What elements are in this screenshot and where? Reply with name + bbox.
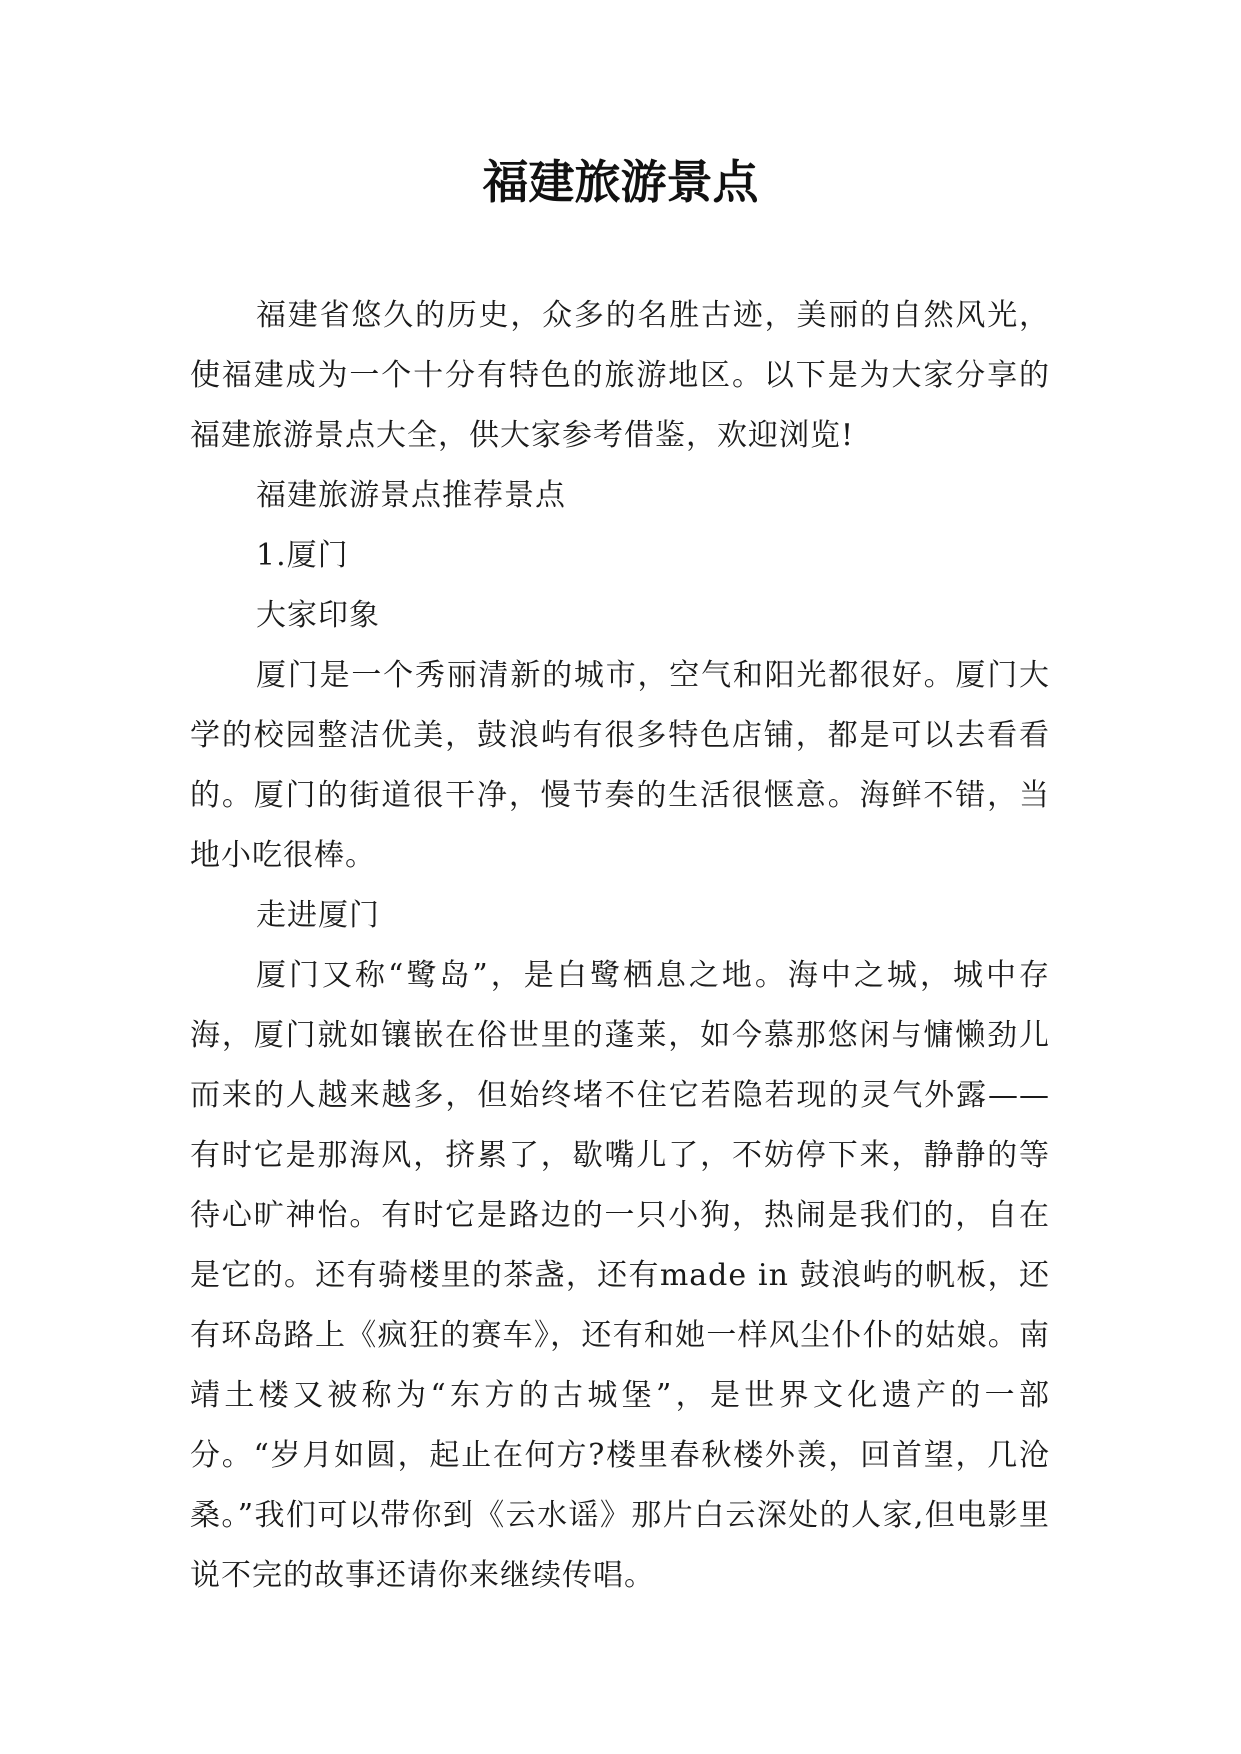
document-title: 福建旅游景点 xyxy=(482,155,759,209)
intro-paragraph: 福建省悠久的历史，众多的名胜古迹，美丽的自然风光，使福建成为一个十分有特色的旅游地区。以下是为大家分享的福建旅游景点大全，供大家参考借鉴，欢迎浏览! xyxy=(190,298,1050,453)
impression-paragraph: 厦门是一个秀丽清新的城市，空气和阳光都很好。厦门大学的校园整洁优美，鼓浪屿有很多特色店铺，都是可以去看看的。厦门的街道很干净，慢节奏的生活很惬意。海鲜不错，当地小吃很棒。 xyxy=(190,658,1050,873)
subheading-impression: 大家印象 xyxy=(256,598,380,633)
xiamen-description-paragraph: 厦门又称“鹭岛”，是白鹭栖息之地。海中之城，城中存海，厦门就如镶嵌在俗世里的蓬莱，如今慕那悠闲与慵懒劲儿而来的人越来越多，但始终堵不住它若隐若现的灵气外露——有时它是那海风，挤累了，歇嘴儿了，不妨停下来，静静的等待心旷神怡。有时它是路边的一只小狗，热闹是我们的，自在是它的。还有骑楼里的茶盏，还有made in 鼓浪屿的帆板，还有环岛路上《疯狂的赛车》，还有和她一样风尘仆仆的姑娘。南靖土楼又被称为“东方的古城堡”，是世界文化遗产的一部分。“岁月如圆，起止在何方?楼里春秋楼外羡，回首望，几沧桑。”我们可以带你到《云水谣》那片白云深处的人家,但电影里说不完的故事还请你来继续传唱。 xyxy=(190,958,1050,1593)
section-heading-recommended: 福建旅游景点推荐景点 xyxy=(256,478,566,513)
subheading-enter-xiamen: 走进厦门 xyxy=(256,898,380,933)
item-heading-xiamen: 1.厦门 xyxy=(256,538,349,573)
document-body xyxy=(190,286,1050,1606)
